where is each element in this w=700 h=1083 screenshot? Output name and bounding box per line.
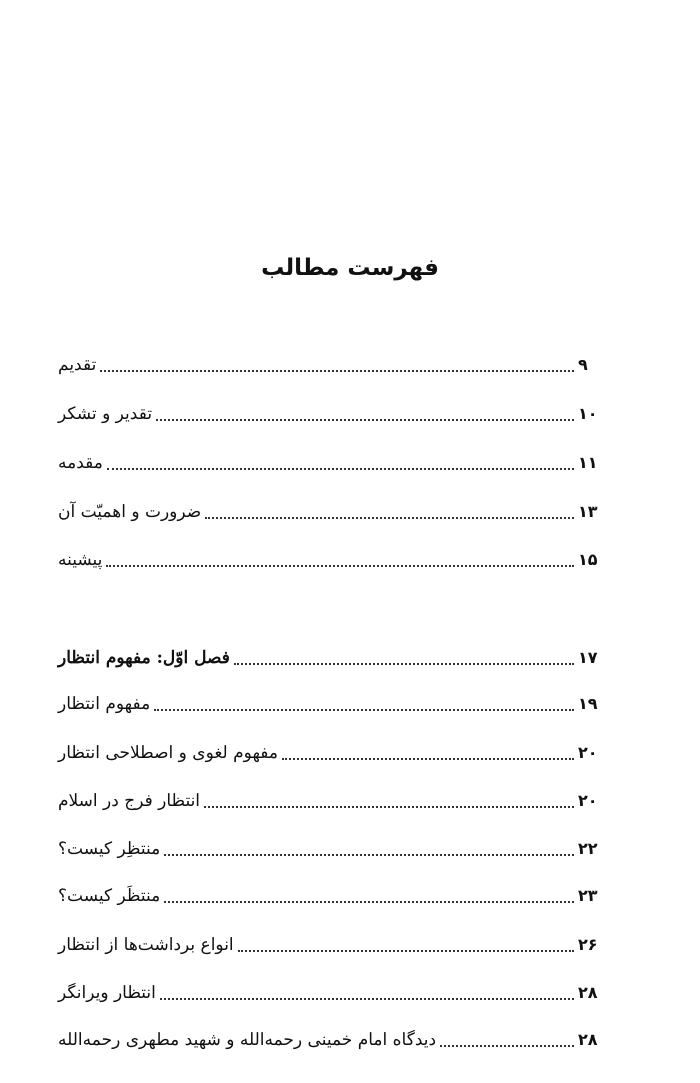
toc-entry-title: منتظِر کیست؟ [58,839,161,859]
dot-leader [107,468,574,470]
toc-entry-page: ۱۹ [578,694,598,713]
dot-leader [100,370,574,372]
toc-entry-page: ۱۳ [578,502,598,521]
toc-row-who-waits[interactable] [58,831,600,867]
toc-entry-title: انواع برداشت‌ها از انتظار [58,935,234,955]
toc-entry-title: انتظار فرج در اسلام [58,791,201,811]
dot-leader [204,806,574,808]
toc-entry-page: ۲۰ [578,743,598,762]
toc-entry-page: ۱۷ [578,648,598,667]
toc-entry-title: دیدگاه امام خمینی رحمه‌الله و شهید مطهری رحمه‌الله [58,1030,437,1050]
toc-entry-page: ۱۰ [578,404,598,423]
toc-entry-page: ۲۰ [578,791,598,810]
dot-leader [282,758,574,760]
toc-row-types-of-interpretation[interactable] [58,927,600,963]
dot-leader [106,565,574,567]
toc-entry-page: ۱۵ [578,550,598,569]
toc-entry-page: ۲۶ [578,935,598,954]
toc-entry-title: پیشینه [58,550,103,570]
toc-entry-page: ۲۲ [578,839,598,858]
toc-entry-title: مفهوم لغوی و اصطلاحی انتظار [58,743,278,763]
toc-row-acknowledgments[interactable] [58,396,600,432]
toc-row-chapter-one[interactable] [58,640,600,676]
dot-leader [164,901,574,903]
toc-entry-page: ۲۸ [578,983,598,1002]
toc-entry-page: ۹ [578,355,588,374]
toc-entry-title: تقدیم [58,355,97,375]
toc-entry-title: تقدیر و تشکر [58,404,153,424]
toc-row-background[interactable] [58,542,600,578]
dot-leader [160,998,574,1000]
toc-row-lexical-meaning[interactable] [58,735,600,771]
toc-row-waiting-in-islam[interactable] [58,783,600,819]
dot-leader [156,419,574,421]
dot-leader [238,950,574,952]
toc-entry-page: ۱۱ [578,453,598,472]
toc-row-introduction[interactable] [58,445,600,481]
toc-entry-title: ضرورت و اهمیّت آن [58,502,202,522]
toc-entry-title: انتظار ویرانگر [58,983,156,1003]
dot-leader [154,709,574,711]
dot-leader [234,663,574,665]
toc-entry-title: منتظَر کیست؟ [58,886,161,906]
toc-chapter-title: فصل اوّل: مفهوم انتظار [58,648,230,668]
toc-entry-page: ۲۳ [578,886,598,905]
toc-entry-page: ۲۸ [578,1030,598,1049]
toc-row-destructive-waiting[interactable] [58,975,600,1011]
toc-entry-title: مقدمه [58,453,103,473]
dot-leader [205,517,574,519]
toc-row-dedication[interactable] [58,347,600,383]
toc-row-khomeini-motahari[interactable] [58,1022,600,1058]
dot-leader [164,854,574,856]
dot-leader [440,1045,574,1047]
toc-row-necessity[interactable] [58,494,600,530]
toc-entry-title: مفهوم انتظار [58,694,151,714]
toc-row-who-is-awaited[interactable] [58,878,600,914]
page-title: فهرست مطالب [261,255,439,281]
toc-row-concept-of-waiting[interactable] [58,686,600,722]
